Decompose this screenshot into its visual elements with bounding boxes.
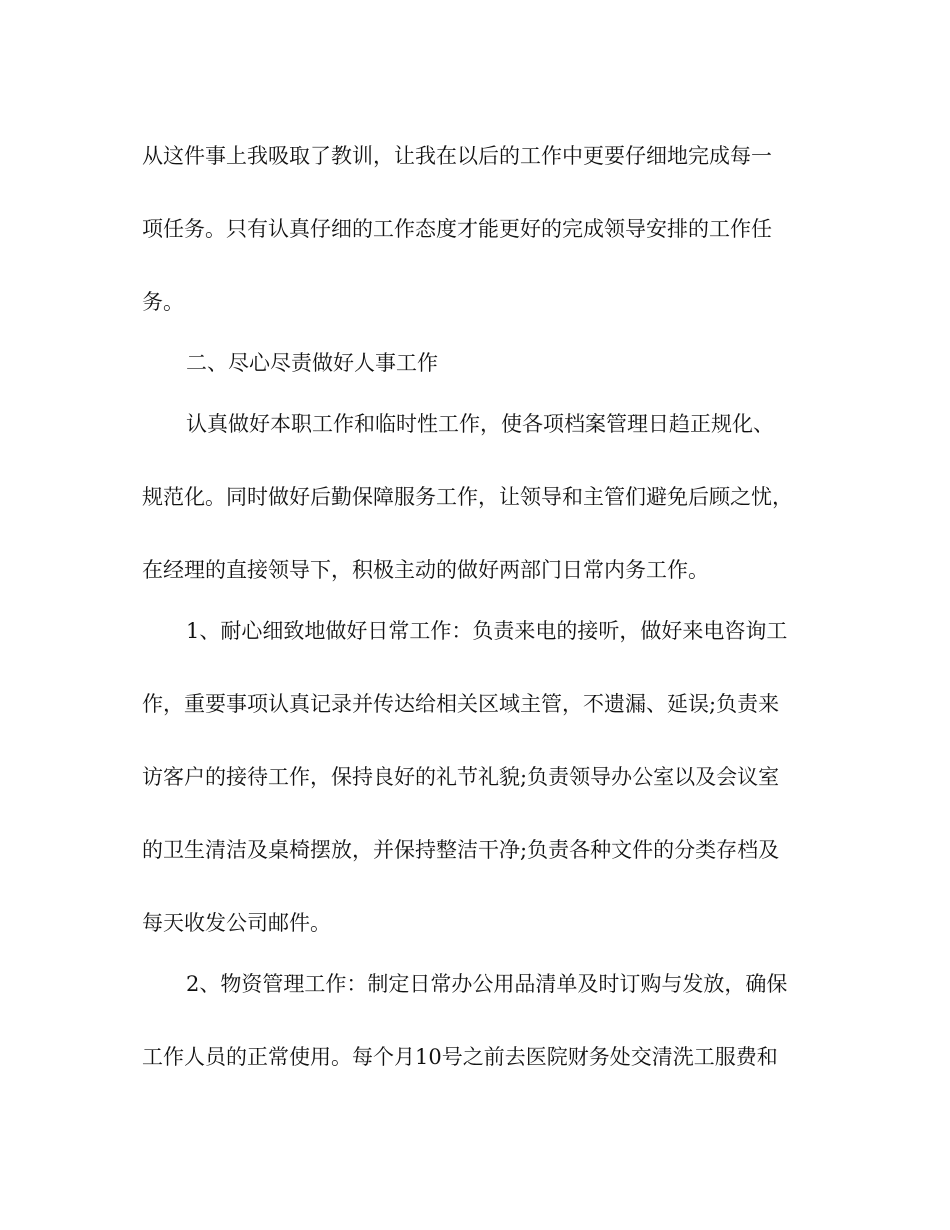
paragraph-line: 的卫生清洁及桌椅摆放，并保持整洁干净;负责各种文件的分类存档及 [142,838,780,862]
paragraph-line: 作，重要事项认真记录并传达给相关区域主管，不遗漏、延误;负责来 [142,692,780,716]
paragraph-line: 项任务。只有认真仔细的工作态度才能更好的完成领导安排的工作任 [142,217,772,241]
section-heading: 二、尽心尽责做好人事工作 [186,351,438,375]
paragraph-line: 工作人员的正常使用。每个月10号之前去医院财务处交清洗工服费和 [142,1045,778,1069]
paragraph-line: 每天收发公司邮件。 [142,911,331,935]
paragraph-line: 规范化。同时做好后勤保障服务工作，让领导和主管们避免后顾之忧， [142,485,793,509]
paragraph-line: 务。 [142,290,184,314]
paragraph-line: 认真做好本职工作和临时性工作，使各项档案管理日趋正规化、 [186,412,774,436]
paragraph-line: 1、耐心细致地做好日常工作：负责来电的接听，做好来电咨询工 [186,619,788,643]
paragraph-line: 2、物资管理工作：制定日常办公用品清单及时订购与发放，确保 [186,972,788,996]
paragraph-line: 在经理的直接领导下，积极主动的做好两部门日常内务工作。 [142,558,709,582]
paragraph-line: 从这件事上我吸取了教训，让我在以后的工作中更要仔细地完成每一 [142,144,772,168]
paragraph-line: 访客户的接待工作，保持良好的礼节礼貌;负责领导办公室以及会议室 [142,765,780,789]
